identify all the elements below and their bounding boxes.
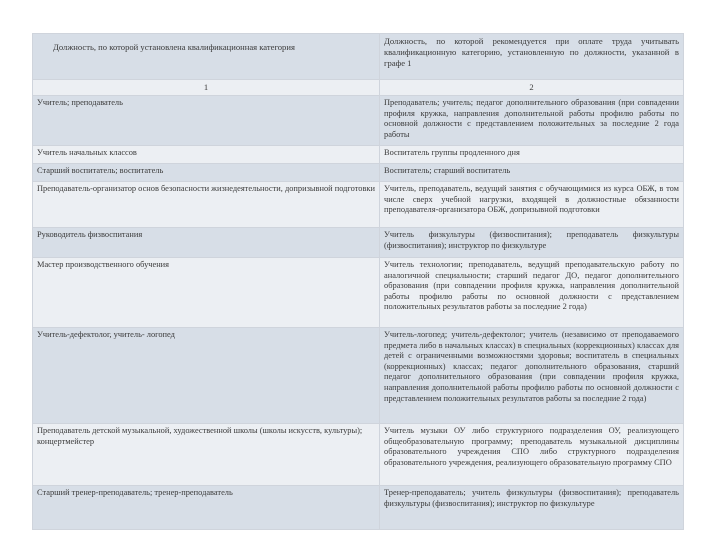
table-row: [33, 164, 684, 182]
position-cell: Руководитель физвоспитания: [33, 228, 380, 258]
recommended-position-cell: Преподаватель; учитель; педагог дополнительного образования (при совпадении профиля кружка, направления дополнительной работы профилю работы по основной должности с представлением положительных за последние 2 года работы: [380, 96, 684, 146]
position-cell: Преподаватель детской музыкальной, художественной школы (школы искусств, культуры); концертмейстер: [33, 424, 380, 486]
table-row: [33, 96, 684, 146]
position-cell: Учитель начальных классов: [33, 146, 380, 164]
position-cell: Старший тренер-преподаватель; тренер-преподаватель: [33, 486, 380, 530]
recommended-position-cell: Учитель музыки ОУ либо структурного подразделения ОУ, реализующего общеобразовательную программу; преподаватель музыкальной дисциплины образовательного учреждения СПО либо структурного подразделения образовательного учреждения, реализующего образовательную программу СПО: [380, 424, 684, 486]
header-col-2: Должность, по которой рекомендуется при оплате труда учитывать квалификационную категорию, установленную по должности, указанной в графе 1: [380, 34, 684, 80]
position-cell: Преподаватель-организатор основ безопасности жизнедеятельности, допризывной подготовки: [33, 182, 380, 228]
recommended-position-cell: Учитель, преподаватель, ведущий занятия с обучающимися из курса ОБЖ, в том числе сверх учебной нагрузки, входящей в должностные обязанности преподавателя-организатора ОБЖ, допризывной подготовки: [380, 182, 684, 228]
table-row: [33, 228, 684, 258]
column-number-1: 1: [33, 80, 380, 96]
column-number-2: 2: [380, 80, 684, 96]
qualification-table: [32, 33, 684, 530]
position-cell: Старший воспитатель; воспитатель: [33, 164, 380, 182]
table-header-row: [33, 34, 684, 80]
table-row: [33, 424, 684, 486]
position-cell: Мастер производственного обучения: [33, 258, 380, 328]
recommended-position-cell: Тренер-преподаватель; учитель физкультуры (физвоспитания); преподаватель физкультуры (физвоспитания); инструктор по физкультуре: [380, 486, 684, 530]
table-row: [33, 328, 684, 424]
table-row: [33, 258, 684, 328]
position-cell: Учитель; преподаватель: [33, 96, 380, 146]
table-row: [33, 182, 684, 228]
header-col-1: Должность, по которой установлена квалификационная категория: [33, 34, 380, 80]
recommended-position-cell: Учитель-логопед; учитель-дефектолог; учитель (независимо от преподаваемого предмета либо в начальных классах) в специальных (коррекционных) классах для детей с ограниченными возможностями здоровья; воспитатель в специальных (коррекционных) классах; педагог дополнительного образования, старший педагог дополнительного образования (при совпадении профиля кружка, направления дополнительной работы профилю работы по основной должности с представлением положительных результатов работы за последние 2 года): [380, 328, 684, 424]
table-row: [33, 146, 684, 164]
recommended-position-cell: Учитель физкультуры (физвоспитания); преподаватель физкультуры (физвоспитания); инструктор по физкультуре: [380, 228, 684, 258]
recommended-position-cell: Воспитатель; старший воспитатель: [380, 164, 684, 182]
table-row: [33, 486, 684, 530]
recommended-position-cell: Воспитатель группы продленного дня: [380, 146, 684, 164]
column-number-row: [33, 80, 684, 96]
position-cell: Учитель-дефектолог, учитель- логопед: [33, 328, 380, 424]
recommended-position-cell: Учитель технологии; преподаватель, ведущий преподавательскую работу по аналогичной специальности; старший педагог ДО, педагог дополнительного образования (при совпадении профиля кружка, направления дополнительной работы профилю работы по основной должности с представлением положительных результатов работы за последние 2 года): [380, 258, 684, 328]
